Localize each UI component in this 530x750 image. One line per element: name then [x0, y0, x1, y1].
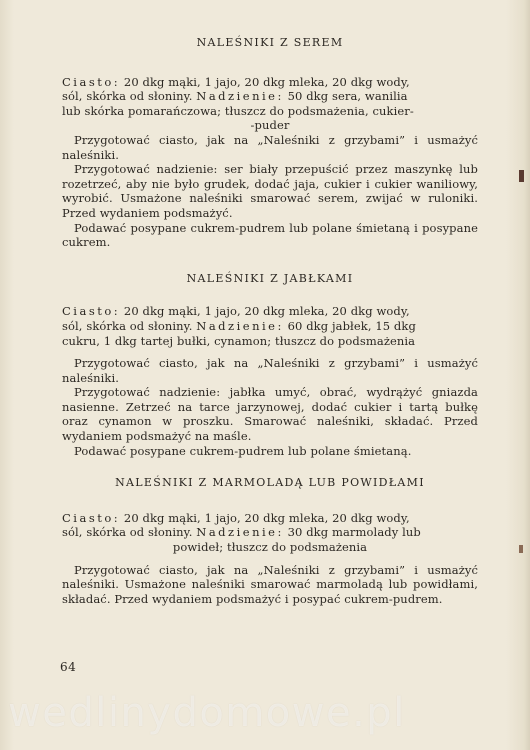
recipe-paragraph: Przygotować ciasto, jak na „Naleśniki z grzybami” i usmażyć naleśniki.	[62, 132, 478, 162]
ingredients-text: lub skórka pomarańczowa; tłuszcz do podsmażenia, cukier-	[62, 103, 414, 118]
recipe-title: NALEŚNIKI Z MARMOLADĄ LUB POWIDŁAMI	[115, 476, 425, 490]
ingredients-text: 30 dkg marmolady lub	[283, 525, 421, 540]
recipe-paragraph: Przygotować nadzienie: ser biały przepuścić przez maszynkę lub rozetrzeć, aby nie było grudek, dodać jaja, cukier i cukier waniliowy, wyrobić. Usmażone naleśniki smarować serem, zwijać w ruloniki. Przed wydaniem podsmażyć.	[62, 162, 478, 220]
ingredients-line	[62, 525, 478, 540]
watermark: wedlinydomowe.pl	[8, 690, 406, 736]
ingredients-line	[62, 104, 478, 119]
ingredients-line	[62, 511, 478, 526]
recipe-paragraph: Podawać posypane cukrem-pudrem lub polane śmietaną i posypane cukrem.	[62, 220, 478, 250]
ingredients-text: sól, skórka od słoniny.	[62, 525, 197, 540]
ingredients-line	[62, 89, 478, 104]
ingredients-text: 60 dkg jabłek, 15 dkg	[283, 318, 416, 333]
recipe-title: NALEŚNIKI Z JABŁKAMI	[186, 271, 354, 285]
recipe-title: NALEŚNIKI Z SEREM	[196, 36, 344, 49]
ingredients-line	[62, 334, 478, 349]
ingredients-text: 20 dkg mąki, 1 jajo, 20 dkg mleka, 20 dkg wody,	[120, 304, 410, 319]
ingredients-line	[62, 319, 478, 334]
ingredients-line	[62, 304, 478, 319]
ingredients-line	[62, 75, 478, 90]
page-number: 64	[60, 660, 77, 674]
filling-lead: Nadzienie:	[196, 89, 284, 104]
ingredients-text: powideł; tłuszcz do podsmażenia	[172, 540, 368, 555]
filling-lead: Nadzienie:	[196, 318, 284, 333]
spacer	[62, 555, 478, 563]
page-content	[62, 36, 478, 606]
page-edge-mark	[519, 170, 524, 182]
recipe-paragraph: Przygotować ciasto, jak na „Naleśniki z grzybami” i usmażyć naleśniki. Usmażone naleśniki smarować marmoladą lub powidłami, składać. Przed wydaniem podsmażyć i posypać cukrem-pudrem.	[62, 562, 478, 606]
ingredients-line	[62, 540, 478, 555]
recipe-paragraph: Przygotować nadzienie: jabłka umyć, obrać, wydrążyć gniazda nasienne. Zetrzeć na tarce jarzynowej, dodać cukier i tartą bułkę oraz cynamon w proszku. Smarować naleśniki, składać. Przed wydaniem podsmażyć na maśle.	[62, 385, 478, 444]
ingredients-text: 20 dkg mąki, 1 jajo, 20 dkg mleka, 20 dkg wody,	[120, 510, 410, 525]
ingredients-text: -puder	[250, 118, 290, 133]
ingredients-text: sól, skórka od słoniny.	[62, 89, 197, 104]
page-edge-mark	[519, 545, 523, 553]
ingredients-line	[62, 118, 478, 133]
ingredients-lead: Ciasto:	[62, 74, 121, 89]
recipe-paragraph: Podawać posypane cukrem-pudrem lub polane śmietaną.	[74, 443, 412, 458]
filling-lead: Nadzienie:	[196, 525, 284, 540]
ingredients-text: cukru, 1 dkg tartej bułki, cynamon; tłuszcz do podsmażenia	[62, 333, 416, 348]
ingredients-lead: Ciasto:	[62, 304, 121, 319]
ingredients-text: 50 dkg sera, wanilia	[283, 89, 408, 104]
recipe-paragraph: Przygotować ciasto, jak na „Naleśniki z grzybami” i usmażyć naleśniki.	[62, 356, 478, 385]
ingredients-lead: Ciasto:	[62, 510, 121, 525]
ingredients-text: sól, skórka od słoniny.	[62, 318, 197, 333]
spacer	[62, 348, 478, 356]
ingredients-text: 20 dkg mąki, 1 jajo, 20 dkg mleka, 20 dkg wody,	[120, 74, 410, 89]
